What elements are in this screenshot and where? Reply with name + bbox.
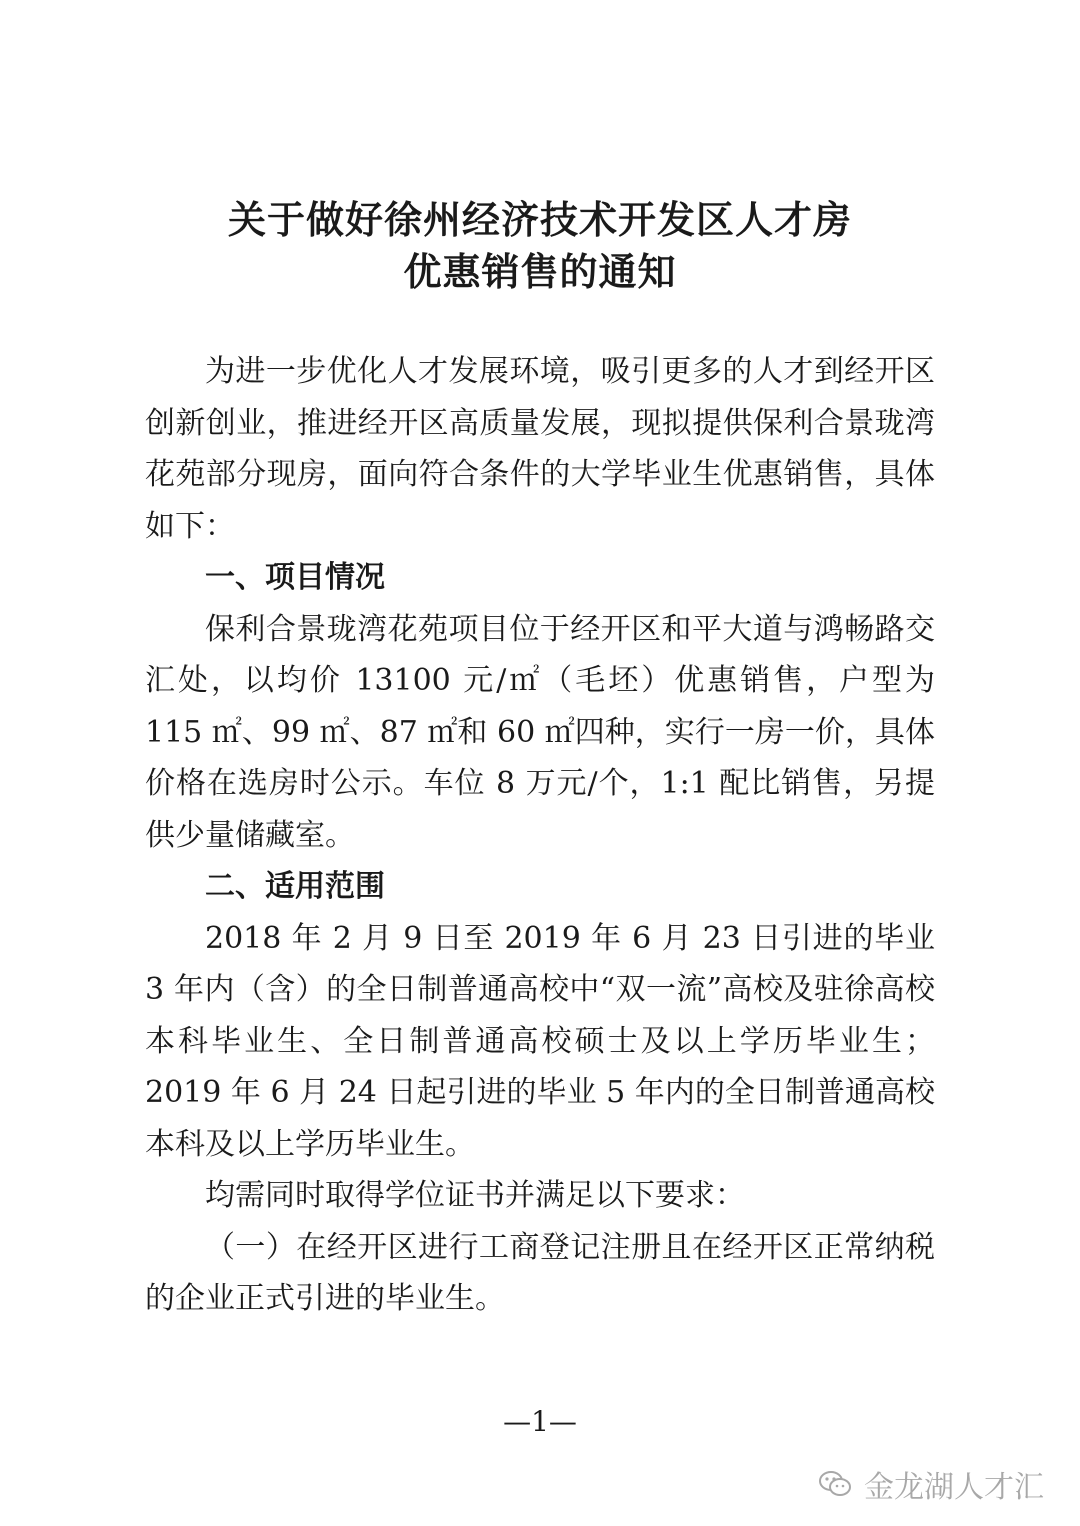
page-number: —1— [503, 1405, 577, 1438]
section1-paragraph: 保利合景珑湾花苑项目位于经开区和平大道与鸿畅路交汇处，以均价 13100 元/㎡（毛坯）优惠销售，户型为 115 ㎡、99 ㎡、87 ㎡和 60 ㎡四种，实行一房一价，具体价格在选房时公示。车位 8 万元/个，1:1 配比销售，另提供少量储藏室。 [145, 611, 935, 853]
requirement-1: （一）在经开区进行工商登记注册且在经开区正常纳税的企业正式引进的毕业生。 [145, 1229, 935, 1316]
wechat-icon [818, 1469, 852, 1499]
watermark-text: 金龙湖人才汇 [864, 1470, 1044, 1505]
document-title-line1: 关于做好徐州经济技术开发区人才房 [227, 198, 852, 242]
section1-heading: 一、项目情况 [205, 560, 385, 595]
watermark [818, 1462, 1044, 1506]
section2-heading: 二、适用范围 [205, 869, 385, 904]
document-title-line2: 优惠销售的通知 [403, 250, 677, 294]
section2-paragraph: 2018 年 2 月 9 日至 2019 年 6 月 23 日引进的毕业 3 年内（含）的全日制普通高校中“双一流”高校及驻徐高校本科毕业生、全日制普通高校硕士及以上学历毕业生；2019 年 6 月 24 日起引进的毕业 5 年内的全日制普通高校本科及以上学历毕业生。 [145, 920, 935, 1162]
intro-paragraph: 为进一步优化人才发展环境，吸引更多的人才到经开区创新创业，推进经开区高质量发展，现拟提供保利合景珑湾花苑部分现房，面向符合条件的大学毕业生优惠销售，具体如下： [145, 354, 935, 544]
document-body [145, 346, 935, 1325]
requirements-intro: 均需同时取得学位证书并满足以下要求： [205, 1178, 745, 1213]
